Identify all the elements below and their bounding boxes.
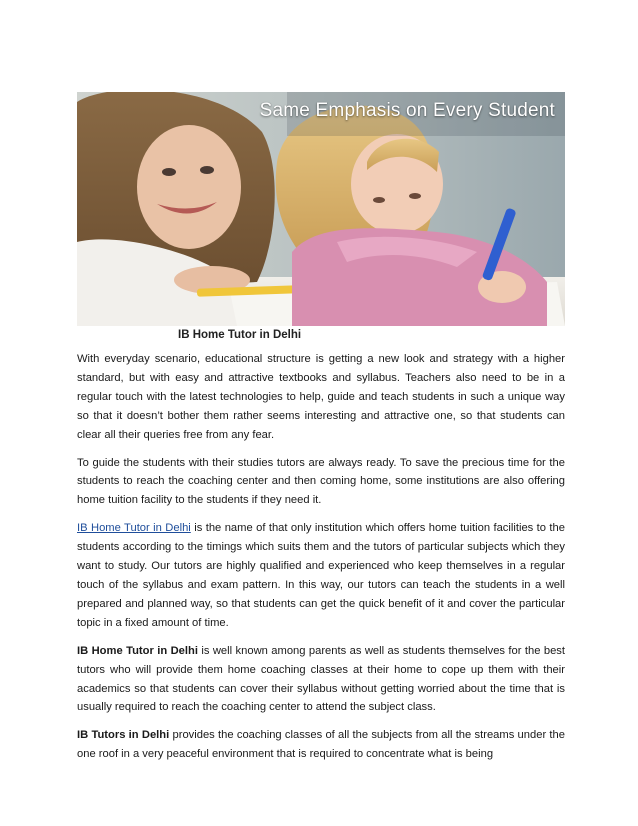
ib-home-tutor-link[interactable]: IB Home Tutor in Delhi <box>77 522 191 535</box>
image-caption: IB Home Tutor in Delhi <box>178 329 302 341</box>
paragraph-4-text: is well known among parents as well as students themselves for the best tutors who will provide them home coaching classes at their home to cope up them with their academics so that students can cover their syllabus without getting worried about the time that is usually required to reach the coaching center to attend the subject class. <box>77 644 565 714</box>
paragraph-1-text: With everyday scenario, educational structure is getting a new look and strategy with a higher standard, but with easy and attractive textbooks and syllabus. Teachers also need to be in a regular touch with the latest technologies to help, guide and teach students in such a unique way so that it doesn’t bother them rather seems interesting and attractive one, so that students can clear all their queries free from any fear. <box>77 353 565 441</box>
paragraph-3-text: is the name of that only institution which offers home tuition facilities to the students according to the timings which suits them and the tutors of particular subjects which they want to study. Our tutors are highly qualified and experienced who keep themselves in a regular touch of the syllabus and exam pattern. In this way, our tutors can teach the students in a well prepared and planned way, so that students can get the quick benefit of it and cover the particular topic in a fixed amount of time. <box>77 522 565 629</box>
paragraph-4 <box>77 642 565 718</box>
paragraph-2-text: To guide the students with their studies tutors are always ready. To save the precious time for the students to reach the coaching center and then coming home, some institutions are also offering home tuition facility to the students if they need it. <box>77 456 565 507</box>
tutor-student-photo <box>77 92 565 326</box>
article-body <box>77 350 565 773</box>
paragraph-2 <box>77 454 565 511</box>
paragraph-3 <box>77 519 565 632</box>
paragraph-5 <box>77 726 565 764</box>
photo-overlay-text: Same Emphasis on Every Student <box>259 100 555 121</box>
paragraph-1 <box>77 350 565 445</box>
paragraph-4-bold: IB Home Tutor in Delhi <box>77 644 198 657</box>
paragraph-5-text: provides the coaching classes of all the subjects from all the streams under the one roof in a very peaceful environment that is required to concentrate what is being <box>77 729 565 761</box>
paragraph-5-bold: IB Tutors in Delhi <box>77 729 170 742</box>
